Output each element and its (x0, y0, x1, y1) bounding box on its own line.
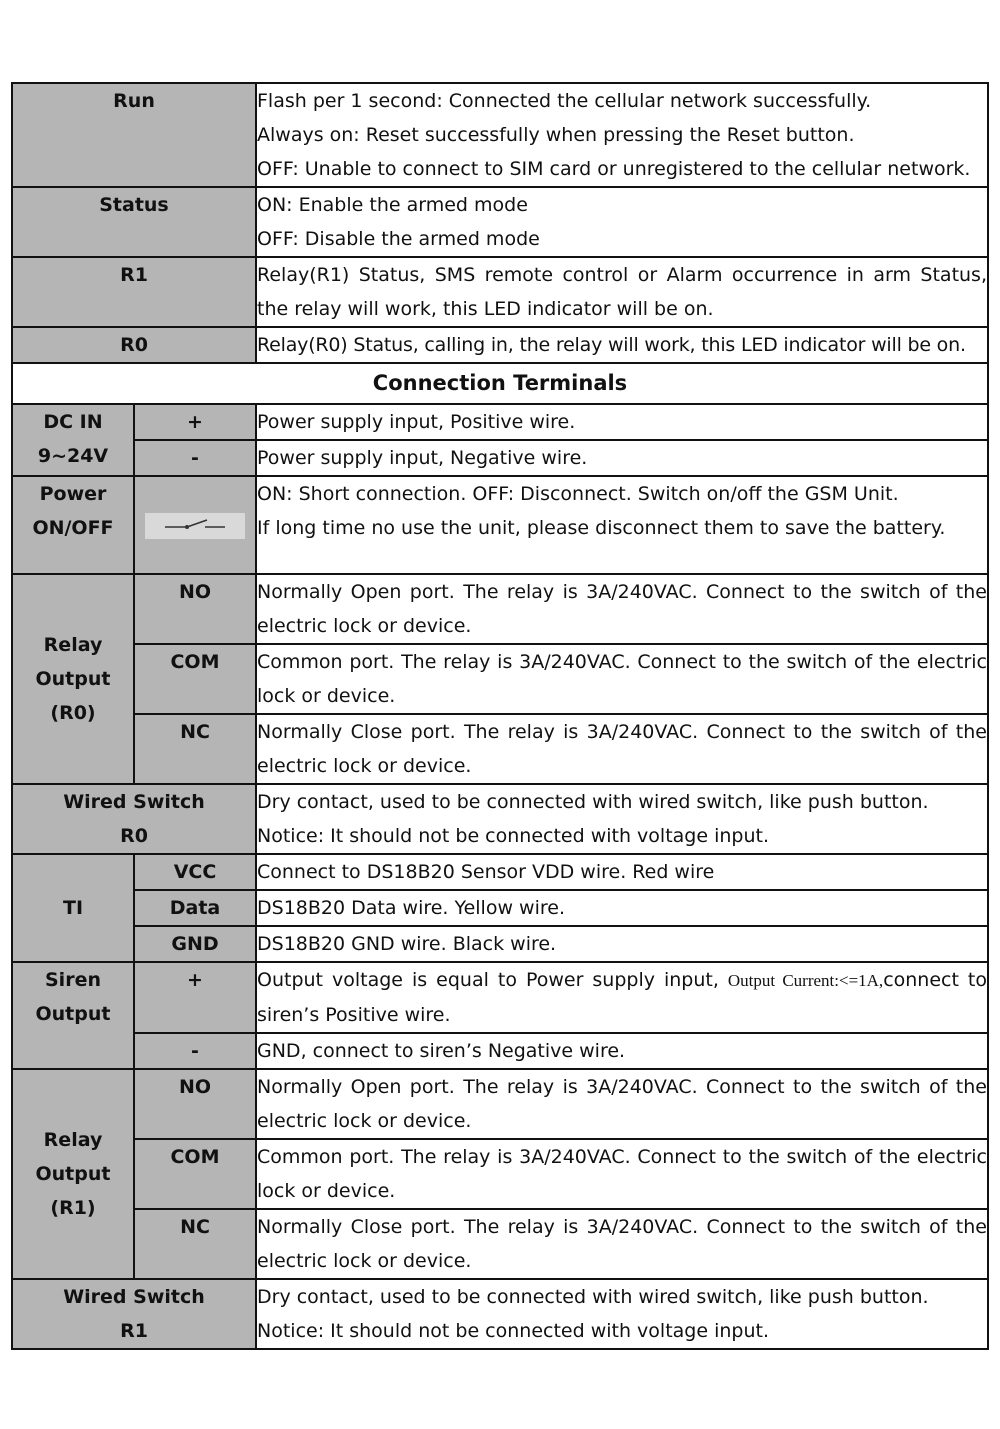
terminal-label: - (134, 1033, 256, 1069)
terminal-description: Common port. The relay is 3A/240VAC. Connect to the switch of the electric lock or device. (256, 1139, 988, 1209)
relay-r1-label: Relay Output (R1) (12, 1069, 134, 1279)
led-label: R1 (12, 257, 256, 327)
led-row-run (12, 83, 988, 187)
spec-table (11, 82, 989, 1350)
led-row-r1 (12, 257, 988, 327)
wired-r0-row (12, 784, 988, 854)
terminal-description: DS18B20 Data wire. Yellow wire. (256, 890, 988, 926)
power-description: ON: Short connection. OFF: Disconnect. Switch on/off the GSM Unit. If long time no use the unit, please disconnect them to save the battery. (256, 476, 988, 574)
terminal-label: NC (134, 1209, 256, 1279)
terminal-label: + (134, 962, 256, 1033)
terminal-description: GND, connect to siren’s Negative wire. (256, 1033, 988, 1069)
terminal-label: COM (134, 644, 256, 714)
wired-r1-row (12, 1279, 988, 1349)
terminal-label: VCC (134, 854, 256, 890)
relay-r0-row-no (12, 574, 988, 644)
dcin-label: DC IN 9~24V (12, 404, 134, 476)
relay-r1-row-nc (12, 1209, 988, 1279)
led-label: Run (12, 83, 256, 187)
relay-r0-row-com (12, 644, 988, 714)
led-description: Flash per 1 second: Connected the cellular network successfully. Always on: Reset successfully when pressing the Reset button. OFF: Unable to connect to SIM card or unregistered to the cellular network. (256, 83, 988, 187)
wired-r1-label: Wired Switch R1 (12, 1279, 256, 1349)
terminal-description: Normally Close port. The relay is 3A/240VAC. Connect to the switch of the electric lock or device. (256, 714, 988, 784)
led-description: Relay(R1) Status, SMS remote control or Alarm occurrence in arm Status, the relay will work, this LED indicator will be on. (256, 257, 988, 327)
terminal-description: Normally Close port. The relay is 3A/240VAC. Connect to the switch of the electric lock or device. (256, 1209, 988, 1279)
wired-r1-description: Dry contact, used to be connected with wired switch, like push button. Notice: It should not be connected with voltage input. (256, 1279, 988, 1349)
led-label: Status (12, 187, 256, 257)
terminal-label: NC (134, 714, 256, 784)
relay-r0-row-nc (12, 714, 988, 784)
relay-r0-label: Relay Output (R0) (12, 574, 134, 784)
led-description: ON: Enable the armed mode OFF: Disable the armed mode (256, 187, 988, 257)
terminal-description: Power supply input, Negative wire. (256, 440, 988, 476)
led-label: R0 (12, 327, 256, 363)
terminal-label: - (134, 440, 256, 476)
terminal-label: + (134, 404, 256, 440)
led-row-status (12, 187, 988, 257)
ti-label: TI (12, 854, 134, 962)
terminal-description: Normally Open port. The relay is 3A/240VAC. Connect to the switch of the electric lock or device. (256, 1069, 988, 1139)
terminal-description: Common port. The relay is 3A/240VAC. Connect to the switch of the electric lock or device. (256, 644, 988, 714)
section-header-row (12, 363, 988, 404)
dcin-row-plus (12, 404, 988, 440)
siren-row-minus (12, 1033, 988, 1069)
terminal-description: DS18B20 GND wire. Black wire. (256, 926, 988, 962)
section-title: Connection Terminals (12, 363, 988, 404)
ti-row-gnd (12, 926, 988, 962)
terminal-label: COM (134, 1139, 256, 1209)
dcin-row-minus (12, 440, 988, 476)
relay-r1-row-no (12, 1069, 988, 1139)
led-row-r0 (12, 327, 988, 363)
ti-row-data (12, 890, 988, 926)
power-switch-cell (134, 476, 256, 574)
relay-r1-row-com (12, 1139, 988, 1209)
terminal-label: Data (134, 890, 256, 926)
ti-row-vcc (12, 854, 988, 890)
terminal-description: Normally Open port. The relay is 3A/240VAC. Connect to the switch of the electric lock or device. (256, 574, 988, 644)
terminal-description: Power supply input, Positive wire. (256, 404, 988, 440)
power-label: Power ON/OFF (12, 476, 134, 574)
siren-label: Siren Output (12, 962, 134, 1069)
siren-row-plus (12, 962, 988, 1033)
terminal-description: Output voltage is equal to Power supply input, Output Current:<=1A,connect to siren’s Positive wire. (256, 962, 988, 1033)
terminal-label: GND (134, 926, 256, 962)
wired-r0-description: Dry contact, used to be connected with wired switch, like push button. Notice: It should not be connected with voltage input. (256, 784, 988, 854)
wired-r0-label: Wired Switch R0 (12, 784, 256, 854)
terminal-description: Connect to DS18B20 Sensor VDD wire. Red wire (256, 854, 988, 890)
power-row (12, 476, 988, 574)
terminal-label: NO (134, 574, 256, 644)
switch-icon (145, 513, 245, 539)
led-description: Relay(R0) Status, calling in, the relay will work, this LED indicator will be on. (256, 327, 988, 363)
terminal-label: NO (134, 1069, 256, 1139)
